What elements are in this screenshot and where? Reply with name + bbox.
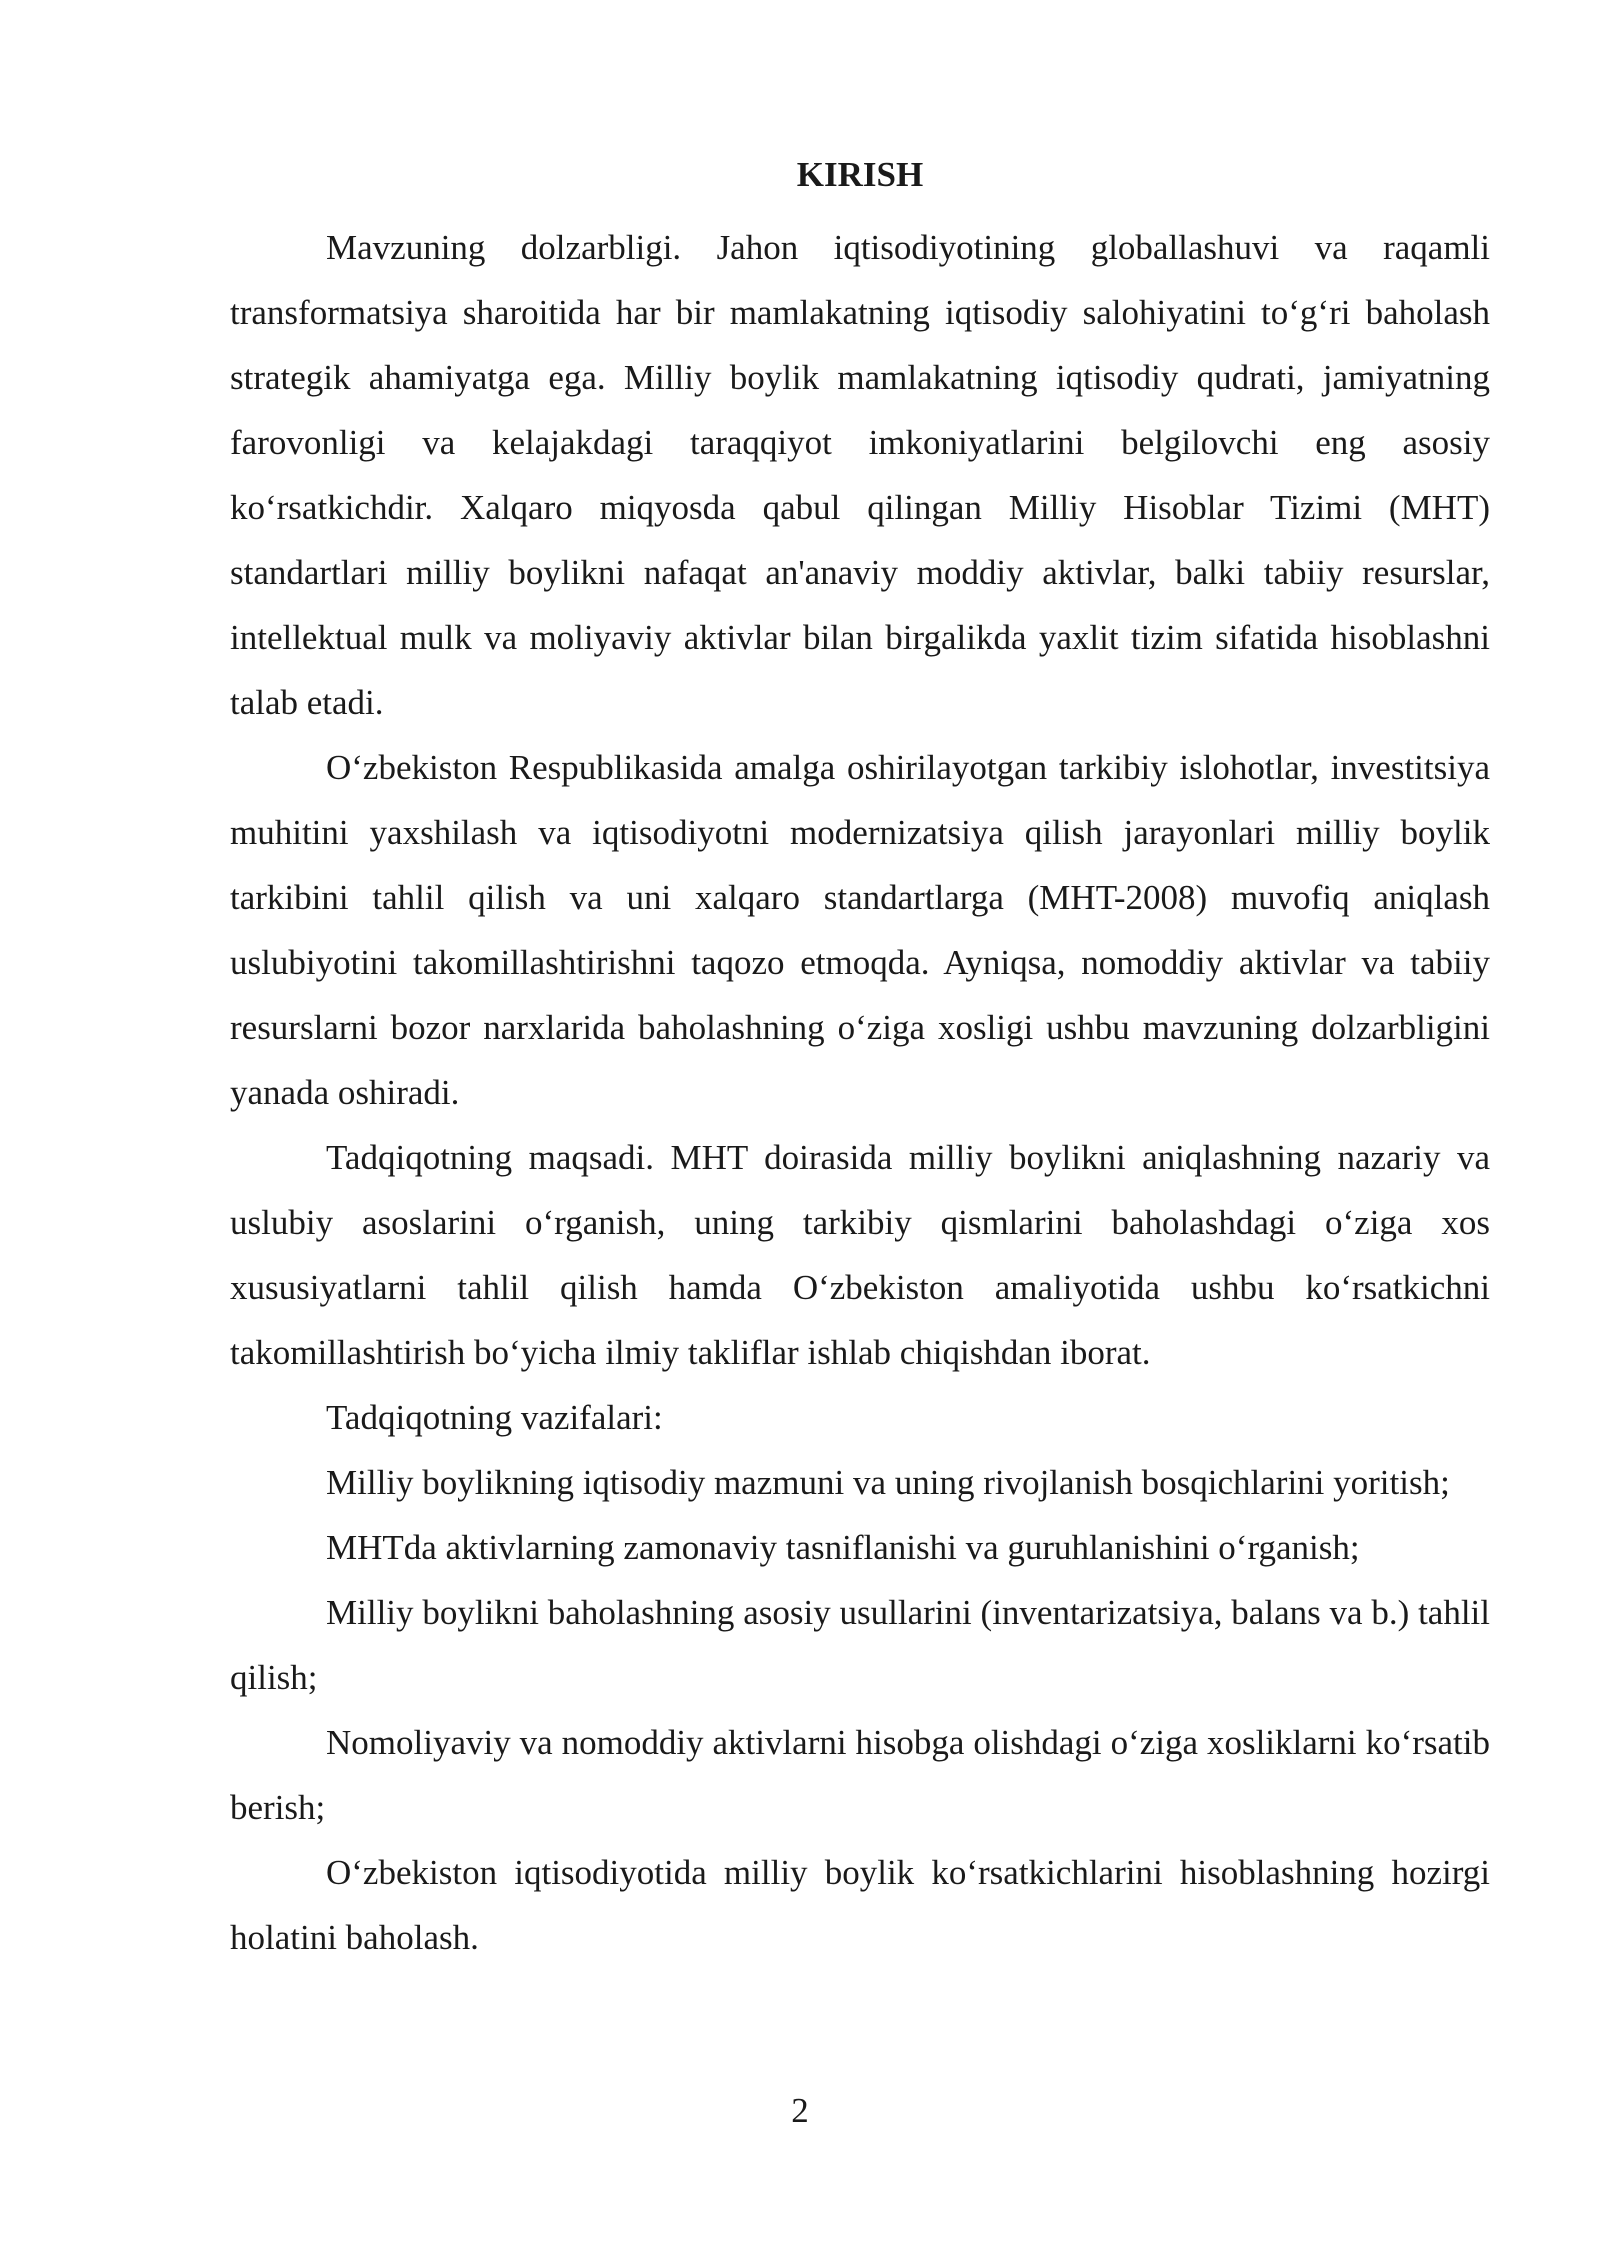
section-heading: KIRISH (796, 155, 924, 194)
paragraph-uzbekistan-reforms: O‘zbekiston Respublikasida amalga oshirilayotgan tarkibiy islohotlar, investitsiya muhitini yaxshilash va iqtisodiyotni modernizatsiya qilish jarayonlari milliy boylik tarkibini tahlil qilish va uni xalqaro standartlarga (MHT-2008) muvofiq aniqlash uslubiyotini takomillashtirishni taqozo etmoqda. Ayniqsa, nomoddiy aktivlar va tabiiy resurslarni bozor narxlarida baholashning o‘ziga xosligi ushbu mavzuning dolzarbligini yanada oshiradi. (230, 748, 1490, 1112)
task-item-4: Nomoliyaviy va nomoddiy aktivlarni hisobga olishdagi o‘ziga xosliklarni ko‘rsatib berish; (230, 1723, 1490, 1827)
task-item-5: O‘zbekiston iqtisodiyotida milliy boylik ko‘rsatkichlarini hisoblashning hozirgi holatini baholash. (230, 1853, 1490, 1957)
task-item-1: Milliy boylikning iqtisodiy mazmuni va uning rivojlanish bosqichlarini yoritish; (326, 1463, 1450, 1502)
task-item-3: Milliy boylikni baholashning asosiy usullarini (inventarizatsiya, balans va b.) tahlil qilish; (230, 1593, 1490, 1697)
document-page (230, 150, 1490, 1970)
task-item-2: MHTda aktivlarning zamonaviy tasniflanishi va guruhlanishini o‘rganish; (326, 1528, 1360, 1567)
paragraph-tasks-heading: Tadqiqotning vazifalari: (326, 1398, 663, 1437)
paragraph-relevance: Mavzuning dolzarbligi. Jahon iqtisodiyotining globallashuvi va raqamli transformatsiya sharoitida har bir mamlakatning iqtisodiy salohiyatini to‘g‘ri baholash strategik ahamiyatga ega. Milliy boylik mamlakatning iqtisodiy qudrati, jamiyatning farovonligi va kelajakdagi taraqqiyot imkoniyatlarini belgilovchi eng asosiy ko‘rsatkichdir. Xalqaro miqyosda qabul qilingan Milliy Hisoblar Tizimi (MHT) standartlari milliy boylikni nafaqat an'anaviy moddiy aktivlar, balki tabiiy resurslar, intellektual mulk va moliyaviy aktivlar bilan birgalikda yaxlit tizim sifatida hisoblashni talab etadi. (230, 228, 1490, 722)
page-number: 2 (791, 2091, 809, 2130)
paragraph-research-goal: Tadqiqotning maqsadi. MHT doirasida milliy boylikni aniqlashning nazariy va uslubiy asoslarini o‘rganish, uning tarkibiy qismlarini baholashdagi o‘ziga xos xususiyatlarni tahlil qilish hamda O‘zbekiston amaliyotida ushbu ko‘rsatkichni takomillashtirish bo‘yicha ilmiy takliflar ishlab chiqishdan iborat. (230, 1138, 1490, 1372)
